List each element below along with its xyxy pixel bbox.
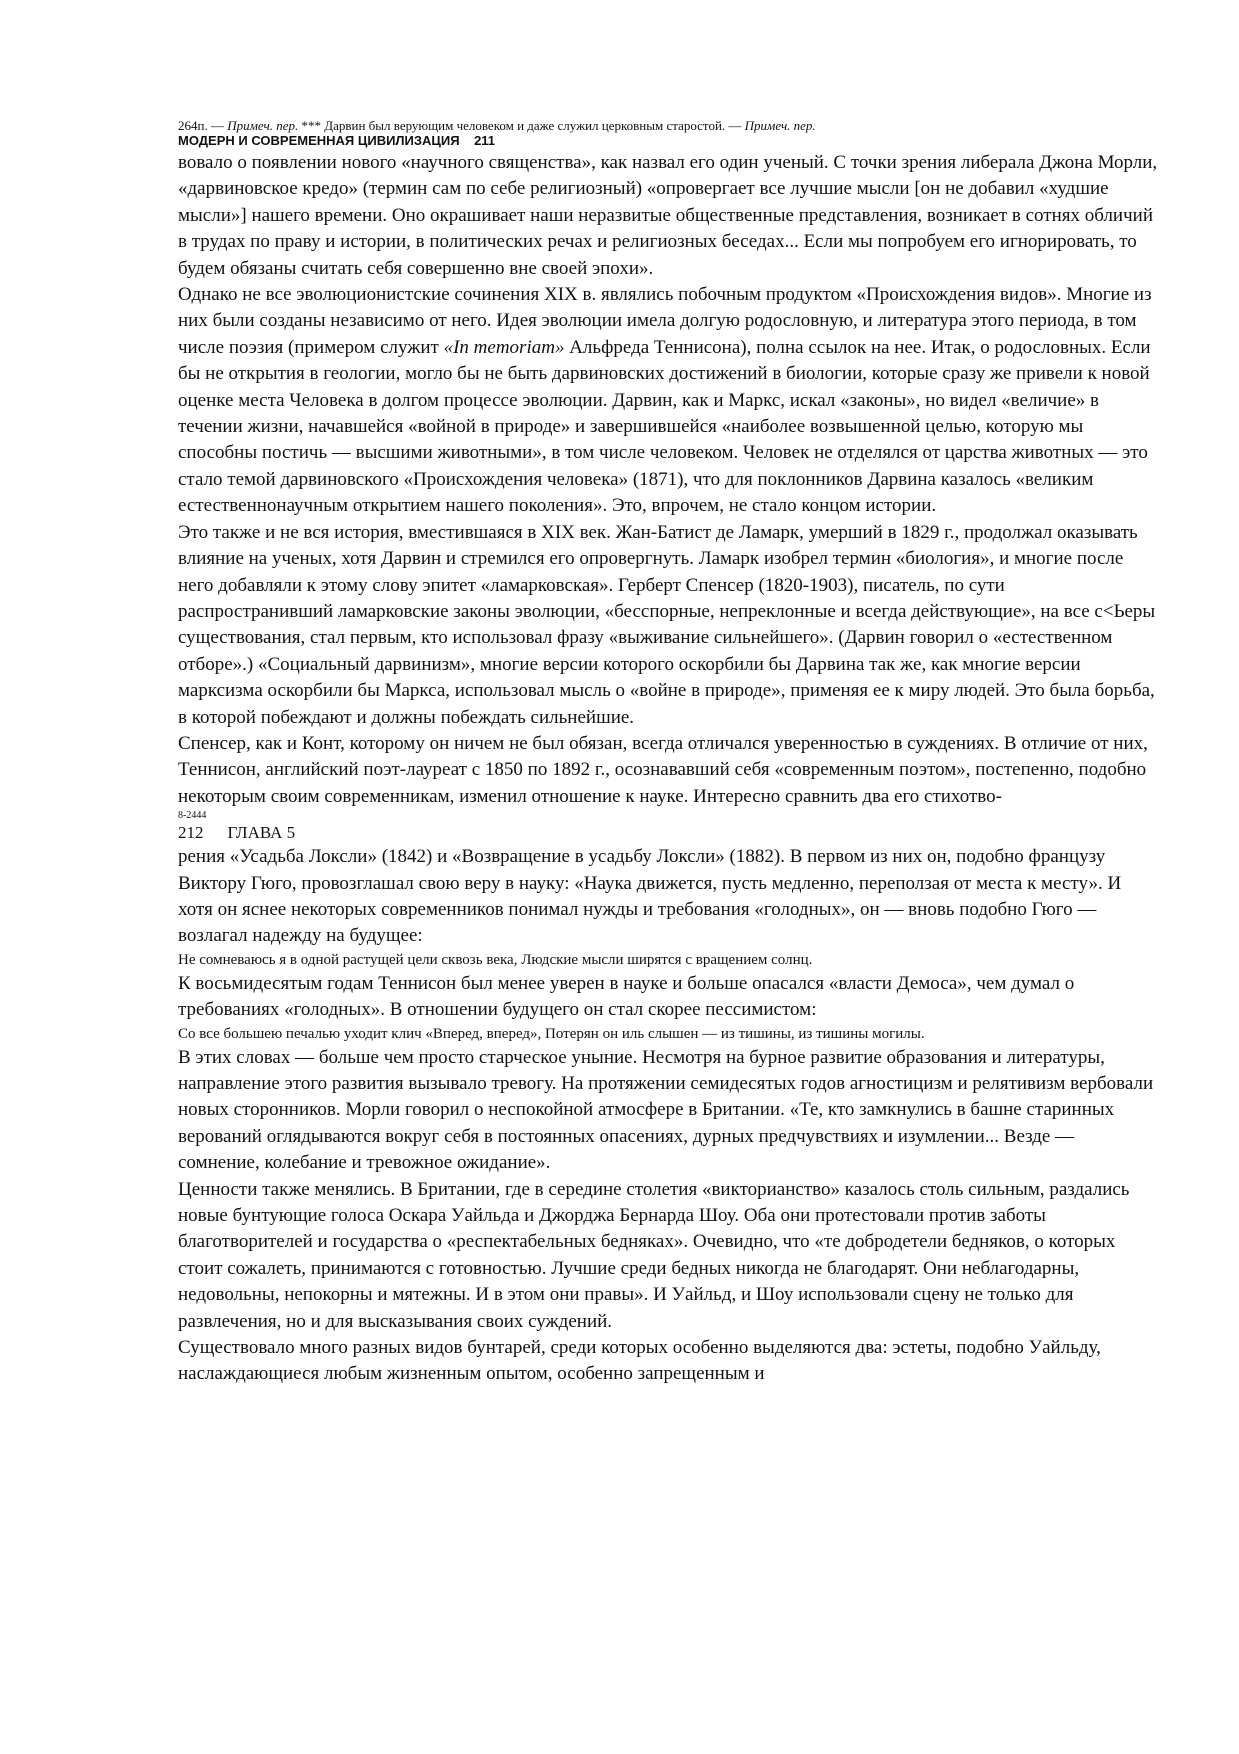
page-number: 212	[178, 823, 204, 843]
running-head	[178, 133, 1158, 148]
paragraph-text: Альфреда Теннисона), полна ссылок на нее. Итак, о родословных. Если бы не открытия в геологии, могло бы не быть дарвиновских достижений в биологии, которые сразу же привели к новой оценке места Человека в долгом процессе эволюции. Дарвин, как и Маркс, искал «законы», но видел «величие» в течении жизни, начавшейся «войной в природе» и завершившейся «наиболее возвышенной целью, которую мы способны постичь — высшими животными», в том числе человеком. Человек не отделялся от царства животных — это стало темой дарвиновского «Происхождения человека» (1871), что для поклонников Дарвина казалось «великим естественнонаучным открытием нашего поколения». Это, впрочем, не стало концом истории.	[178, 336, 1151, 517]
italic-title: «In memoriam»	[443, 336, 565, 358]
paragraph: рения «Усадьба Локсли» (1842) и «Возвращение в усадьбу Локсли» (1882). В первом из них он, подобно французу Виктору Гюго, провозглашал свою веру в науку: «Наука движется, пусть медленно, переползая от места к месту». И хотя он яснее некоторых современников понимал нужды и требования «голодных», он — вновь подобно Гюго — возлагал надежду на будущее:	[178, 846, 1122, 947]
paragraph: К восьмидесятым годам Теннисон был менее уверен в науке и больше опасался «власти Демоса», чем думал о требованиях «голодных». В отношении будущего он стал скорее пессимистом:	[178, 972, 1075, 1021]
footnote-prefix: 264п. —	[178, 118, 228, 133]
page-header	[178, 822, 1158, 844]
paragraph: Ценности также менялись. В Британии, где в середине столетия «викторианство» казалось столь сильным, раздались новые бунтующие голоса Оскара Уайльда и Джорджа Бернарда Шоу. Оба они протестовали против заботы благотворителей и государства о «респектабельных бедняках». Очевидно, что «те добродетели бедняков, о которых стоит сожалеть, принимаются с готовностью. Лучшие среди бедных никогда не благодарят. Они неблагодарны, недовольны, непокорны и мятежны. И в этом они правы». И Уайльд, и Шоу использовали сцену не только для развлечения, но и для высказывания своих суждений.	[178, 1178, 1130, 1332]
paragraph: В этих словах — больше чем просто старческое уныние. Несмотря на бурное развитие образования и литературы, направление этого развития вызывало тревогу. На протяжении семидесятых годов агностицизм и релятивизм вербовали новых сторонников. Морли говорил о неспокойной атмосфере в Британии. «Те, кто замкнулись в башне старинных верований оглядываются вокруг себя в постоянных опасениях, дурных предчувствиях и изумлении... Везде — сомнение, колебание и тревожное ожидание».	[178, 1046, 1154, 1174]
paragraph	[178, 282, 1158, 520]
running-head-page-number: 211	[474, 133, 496, 148]
paragraph: вовало о появлении нового «научного священства», как назвал его один ученый. С точки зрения либерала Джона Морли, «дарвиновское кредо» (термин сам по себе религиозный) «опровергает все лучшие мысли [он не добавил «худшие мысли»] нашего времени. Оно окрашивает наши неразвитые общественные представления, возникает в сотнях обличий в трудах по праву и истории, в политических речах и религиозных беседах... Если мы попробуем его игнорировать, то будем обязаны считать себя совершенно вне своей эпохи».	[178, 152, 1158, 279]
paragraph: Это также и не вся история, вместившаяся в XIX век. Жан-Батист де Ламарк, умерший в 1829 г., продолжал оказывать влияние на ученых, хотя Дарвин и стремился его опровергнуть. Ламарк изобрел термин «биология», и многие после него добавляли к этому слову эпитет «ламарковская». Герберт Спенсер (1820-1903), писатель, по сути распространивший ламарковские законы эволюции, «бесспорные, непреклонные и всегда действующие», на все с<Ьеры существования, стал первым, кто использовал фразу «выживание сильнейшего». (Дарвин говорил о «естественном отборе».) «Социальный дарвинизм», многие версии которого оскорбили бы Дарвина так же, как многие версии марксизма оскорбили бы Маркса, использовал мысль о «войне в природе», применяя ее к миру людей. Это была борьба, в которой побеждают и должны побеждать сильнейшие.	[178, 521, 1156, 728]
verse-quote: Не сомневаюсь я в одной растущей цели сквозь века, Людские мысли ширятся с вращением солнц.	[178, 951, 813, 968]
footnote-text: *** Дарвин был верующим человеком и даже служил церковным старостой. —	[298, 118, 745, 133]
document-page	[178, 118, 1158, 1388]
footnote-note-1: Примеч. пер.	[227, 118, 299, 133]
running-head-title: МОДЕРН И СОВРЕМЕННАЯ ЦИВИЛИЗАЦИЯ	[178, 133, 460, 148]
verse-quote: Со все большею печалью уходит клич «Вперед, вперед», Потерян он иль слышен — из тишины, из тишины могилы.	[178, 1025, 925, 1042]
footnote	[178, 118, 1158, 133]
signature-mark: 8-2444	[178, 810, 207, 822]
paragraph: Существовало много разных видов бунтарей, среди которых особенно выделяются два: эстеты, подобно Уайльду, наслаждающиеся любым жизненным опытом, особенно запрещенным и	[178, 1337, 1101, 1385]
chapter-title: ГЛАВА 5	[227, 823, 296, 843]
paragraph-text: Однако не все эволюционистские сочинения XIX в. являлись побочным продуктом «Происхождения видов». Многие из них были созданы независимо от него. Идея эволюции имела долгую родословную, и литература этого периода, в том числе поэзия (примером служит	[178, 284, 1152, 358]
footnote-note-2: Примеч. пер.	[744, 118, 816, 133]
paragraph: Спенсер, как и Конт, которому он ничем не был обязан, всегда отличался уверенностью в суждениях. В отличие от них, Теннисон, английский поэт-лауреат с 1850 по 1892 г., осознававший себя «современным поэтом», постепенно, подобно некоторым своим современникам, изменил отношение к науке. Интересно сравнить два его стихотво-	[178, 732, 1148, 807]
